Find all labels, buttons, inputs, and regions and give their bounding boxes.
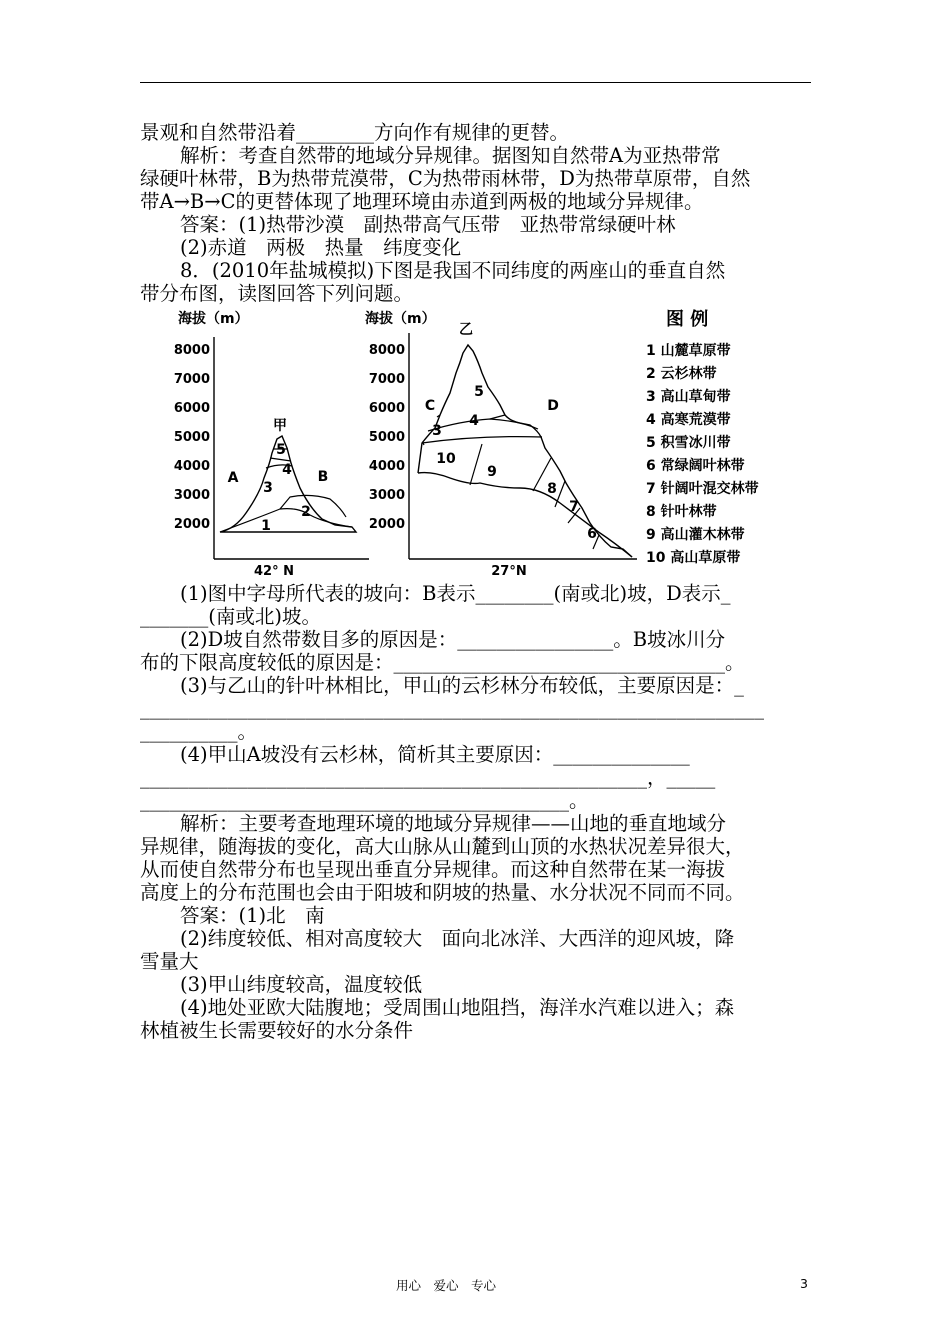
zone-label: 4 bbox=[469, 413, 479, 429]
zone-label: 6 bbox=[587, 526, 597, 542]
question-line: (4)甲山A坡没有云杉林，简析其主要原因：______________ bbox=[180, 743, 690, 766]
zone-label: 4 bbox=[282, 462, 292, 478]
answer-line: (3)甲山纬度较高，温度较低 bbox=[180, 973, 423, 996]
legend-item: 4 高寒荒漠带 bbox=[646, 412, 731, 428]
zone-label: 9 bbox=[487, 464, 497, 480]
text-line: 8．(2010年盐城模拟)下图是我国不同纬度的两座山的垂直自然 bbox=[180, 259, 726, 282]
answer-line: (2)纬度较低、相对高度较大 面向北冰洋、大西洋的迎风坡，降 bbox=[180, 927, 735, 950]
text-line: 答案：(1)热带沙漠 副热带高气压带 亚热带常绿硬叶林 bbox=[180, 213, 676, 236]
y-tick: 5000 bbox=[368, 430, 405, 445]
latitude-label: 42° N bbox=[254, 564, 294, 579]
y-tick: 5000 bbox=[173, 430, 210, 445]
slope-label: C bbox=[424, 398, 436, 414]
analysis-line: 异规律，随海拔的变化，高大山脉从山麓到山顶的水热状况差异很大， bbox=[140, 835, 745, 858]
y-tick: 4000 bbox=[368, 459, 405, 474]
question-line: (3)与乙山的针叶林相比，甲山的云杉林分布较低，主要原因是：_ bbox=[180, 674, 744, 697]
text-line: 带A→B→C的更替体现了地理环境由赤道到两极的地域分异规律。 bbox=[140, 190, 704, 213]
y-tick: 7000 bbox=[173, 372, 210, 387]
zone-label: 1 bbox=[261, 518, 271, 534]
legend-item: 6 常绿阔叶林带 bbox=[646, 458, 745, 474]
legend-item: 8 针叶林带 bbox=[646, 504, 717, 520]
legend-item: 9 高山灌木林带 bbox=[646, 527, 745, 543]
question-line: (1)图中字母所代表的坡向：B表示________(南或北)坡，D表示_ bbox=[180, 582, 731, 605]
answer-line: (4)地处亚欧大陆腹地；受周围山地阻挡，海洋水汽难以进入；森 bbox=[180, 996, 735, 1019]
header-rule bbox=[140, 82, 811, 83]
text-line: 绿硬叶林带，B为热带荒漠带，C为热带雨林带，D为热带草原带，自然 bbox=[140, 167, 751, 190]
slope-label: D bbox=[547, 398, 559, 414]
zone-label: 5 bbox=[276, 442, 286, 458]
y-tick: 6000 bbox=[173, 401, 210, 416]
question-line: ________________________________________________________________ bbox=[140, 697, 764, 720]
mountain-yi-name: 乙 bbox=[459, 322, 473, 338]
zone-label: 3 bbox=[263, 480, 273, 496]
y-tick: 8000 bbox=[368, 343, 405, 358]
y-tick: 3000 bbox=[368, 488, 405, 503]
mountain-jia-outline bbox=[220, 436, 356, 532]
zone-label: 5 bbox=[474, 384, 484, 400]
answer-line: 雪量大 bbox=[140, 950, 199, 973]
legend-item: 10 高山草原带 bbox=[646, 550, 741, 566]
y-tick: 8000 bbox=[173, 343, 210, 358]
question-line: ____________________________________________。 bbox=[140, 789, 589, 812]
zone-label: 10 bbox=[436, 451, 456, 467]
y-tick: 2000 bbox=[368, 517, 405, 532]
question-line: 布的下限高度较低的原因是：__________________________________。 bbox=[140, 651, 745, 674]
analysis-line: 解析：主要考查地理环境的地域分异规律——山地的垂直地域分 bbox=[180, 812, 727, 835]
question-line: ____________________________________________________，_____ bbox=[140, 766, 716, 789]
legend-title: 图 例 bbox=[666, 309, 709, 330]
legend-item: 1 山麓草原带 bbox=[646, 343, 731, 359]
latitude-label: 27°N bbox=[491, 564, 527, 579]
legend-item: 5 积雪冰川带 bbox=[646, 435, 731, 451]
zone-label: 7 bbox=[569, 499, 579, 515]
zone-label: 8 bbox=[547, 481, 557, 497]
answer-line: 答案：(1)北 南 bbox=[180, 904, 325, 927]
page-number: 3 bbox=[800, 1276, 808, 1291]
y-axis-label-right: 海拔（m） bbox=[365, 311, 436, 327]
text-line: (2)赤道 两极 热量 纬度变化 bbox=[180, 236, 462, 259]
y-tick: 7000 bbox=[368, 372, 405, 387]
mountain-jia-name: 甲 bbox=[273, 418, 287, 434]
question-line: (2)D坡自然带数目多的原因是：________________。B坡冰川分 bbox=[180, 628, 726, 651]
vertical-zonation-figure bbox=[160, 303, 800, 583]
question-line: _______(南或北)坡。 bbox=[140, 605, 321, 628]
text-line: 解析：考查自然带的地域分异规律。据图知自然带A为亚热带常 bbox=[180, 144, 721, 167]
legend-item: 2 云杉林带 bbox=[646, 366, 717, 382]
legend-item: 7 针阔叶混交林带 bbox=[646, 481, 759, 497]
zone-label: 3 bbox=[432, 423, 442, 439]
question-line: __________。 bbox=[140, 720, 258, 743]
zone-label: 2 bbox=[301, 504, 311, 520]
answer-line: 林植被生长需要较好的水分条件 bbox=[140, 1019, 414, 1042]
footer-slogan: 用心 爱心 专心 bbox=[396, 1278, 497, 1293]
slope-label: A bbox=[227, 470, 239, 486]
slope-label: B bbox=[317, 469, 329, 485]
y-tick: 3000 bbox=[173, 488, 210, 503]
text-line: 景观和自然带沿着________方向作有规律的更替。 bbox=[140, 121, 570, 144]
legend-item: 3 高山草甸带 bbox=[646, 389, 731, 405]
text-line: 带分布图，读图回答下列问题。 bbox=[140, 282, 414, 305]
analysis-line: 高度上的分布范围也会由于阳坡和阴坡的热量、水分状况不同而不同。 bbox=[140, 881, 745, 904]
y-axis-label-left: 海拔（m） bbox=[178, 311, 249, 327]
y-tick: 6000 bbox=[368, 401, 405, 416]
y-tick: 2000 bbox=[173, 517, 210, 532]
analysis-line: 从而使自然带分布也呈现出垂直分异规律。而这种自然带在某一海拔 bbox=[140, 858, 726, 881]
y-tick: 4000 bbox=[173, 459, 210, 474]
